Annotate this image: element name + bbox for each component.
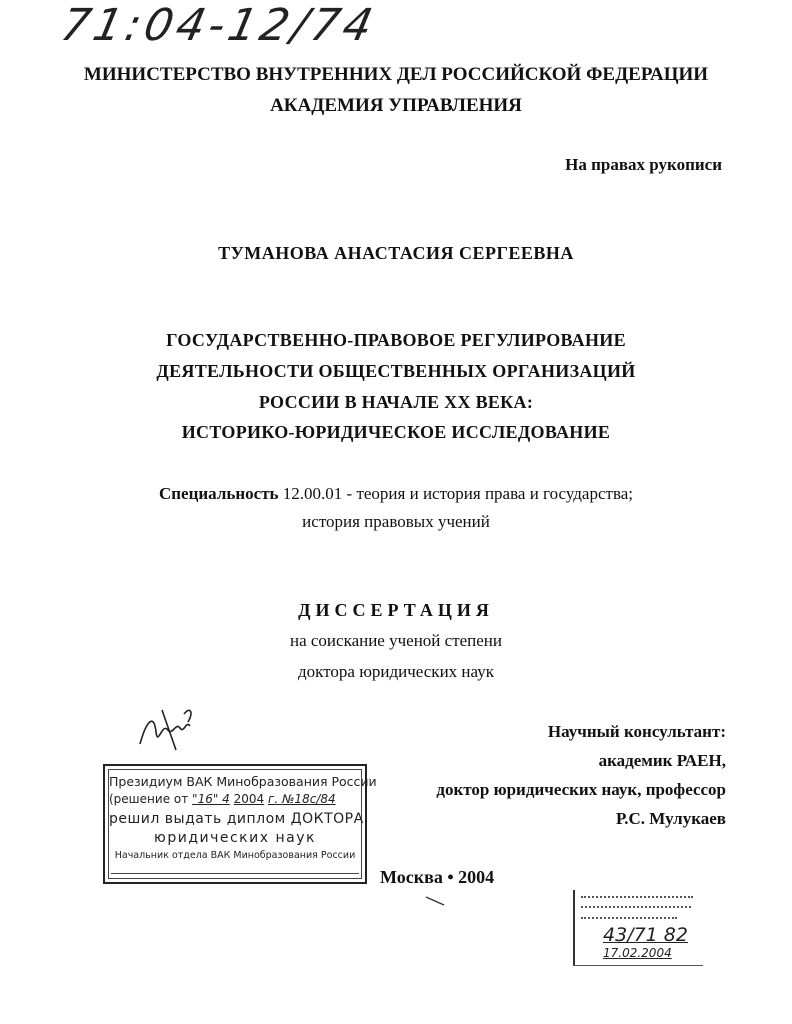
specialty-code: 12.00.01 - теория и история права и государства; [282, 484, 634, 503]
vak-stamp-line-4: юридических наук [154, 830, 316, 846]
specialty-line-2: история правовых учений [302, 512, 490, 531]
title-line: ГОСУДАРСТВЕННО-ПРАВОВОЕ РЕГУЛИРОВАНИЕ [166, 330, 626, 350]
library-stamp-date: 17.02.2004 [603, 946, 672, 960]
city: Москва [380, 867, 443, 887]
vak-stamp-line-2: (решение от "16" 4 2004 г. №18с/84 [109, 792, 336, 806]
ministry-heading: МИНИСТЕРСТВО ВНУТРЕННИХ ДЕЛ РОССИЙСКОЙ ФЕДЕРАЦИИ [83, 64, 709, 85]
specialty-label: Специальность [158, 484, 279, 503]
title-line: ДЕЯТЕЛЬНОСТИ ОБЩЕСТВЕННЫХ ОРГАНИЗАЦИЙ [156, 361, 636, 381]
separator: • [447, 867, 454, 887]
vak-stamp-line-3: решил выдать диплом ДОКТОРА [109, 811, 364, 827]
dissertation-line-2: доктора юридических наук [298, 662, 494, 681]
manuscript-note: На правах рукописи [565, 155, 722, 174]
consultant-heading: Научный консультант: [547, 722, 726, 741]
archive-number-handwritten: 71:04-12/74 [56, 0, 381, 51]
vak-stamp-line-1: Президиум ВАК Минобразования России [109, 774, 377, 789]
consultant-line-1: академик РАЕН, [598, 751, 726, 770]
dissertation-line-1: на соискание ученой степени [289, 631, 503, 650]
title-line: РОССИИ В НАЧАЛЕ XX ВЕКА: [258, 392, 534, 412]
library-stamp-number: 43/71 82 [603, 924, 688, 946]
consultant-name: Р.С. Мулукаев [616, 809, 726, 828]
consultant-line-2: доктор юридических наук, профессор [436, 780, 726, 799]
academy-heading: АКАДЕМИЯ УПРАВЛЕНИЯ [270, 95, 522, 116]
pen-mark [424, 894, 446, 908]
vak-stamp [103, 764, 377, 884]
title-line: ИСТОРИКО-ЮРИДИЧЕСКОЕ ИССЛЕДОВАНИЕ [181, 422, 611, 442]
author-name: ТУМАНОВА АНАСТАСИЯ СЕРГЕЕВНА [218, 243, 574, 263]
specialty-line [0, 484, 792, 504]
signature [132, 692, 202, 762]
dissertation-heading: ДИССЕРТАЦИЯ [298, 600, 494, 620]
city-year [380, 867, 494, 888]
vak-stamp-line-5: Начальник отдела ВАК Минобразования России [114, 850, 356, 861]
year: 2004 [458, 867, 495, 887]
library-stamp [573, 890, 703, 966]
